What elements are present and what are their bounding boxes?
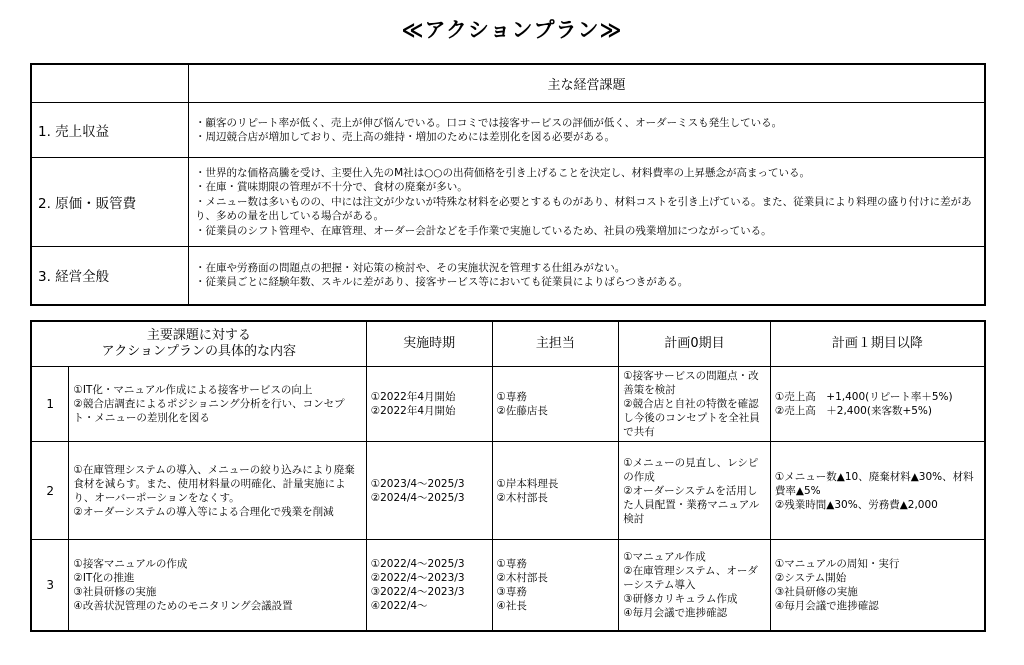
plan-line: ①2022年4月開始 (370, 391, 456, 403)
plan-line: ②売上高 ＋2,400(来客数+5%) (774, 405, 932, 417)
plan-line: ①接客マニュアルの作成 (73, 557, 188, 570)
plan-line: ②2022/4～2023/3 (370, 571, 465, 584)
plan-line: ①売上高 +1,400(リピート率＋5%) (774, 391, 953, 403)
plan-line: ①メニューの見直し、レシピの作成 (623, 456, 759, 483)
plan-line: ②残業時間▲30%、労務費▲2,000 (774, 498, 938, 511)
plan-line: ④2022/4～ (370, 599, 428, 612)
header-year1: 計画１期目以降 (770, 321, 985, 367)
issues-table-header: 主な経営課題 (189, 64, 986, 103)
plan-owner (492, 367, 619, 442)
plan-line: ②競合店調査によるポジショニング分析を行い、コンセプト・メニューの差別化を図る (73, 398, 345, 424)
header-content-line: 主要課題に対する (146, 328, 251, 343)
plan-line: ②在庫管理システム、オーダーシステム導入 (623, 564, 758, 591)
plan-line: ②オーダーシステムを活用した人員配置・業務マニュアル検討 (623, 484, 760, 525)
issue-category: 1. 売上収益 (31, 103, 189, 158)
plan-line: ①在庫管理システムの導入、メニューの絞り込みにより廃棄食材を減らす。また、使用材料量の明確化、計量実施により、オーバーポーションをなくす。 (73, 463, 355, 504)
plan-period (366, 367, 492, 442)
plan-line: ③社員研修の実施 (774, 585, 858, 598)
plan-period (366, 442, 492, 540)
action-plan-table (30, 320, 986, 632)
issue-line: ・メニュー数は多いものの、中には注文が少ないが特殊な材料を必要とするものがあり、材料コストを引き上げている。また、従業員により料理の盛り付けに差があり、多めの量を出している場合がある。 (195, 195, 972, 223)
plan-period (366, 540, 492, 631)
issue-line: ・世界的な価格高騰を受け、主要仕入先のM社は○○の出荷価格を引き上げることを決定し、材料費率の上昇懸念が高まっている。 (195, 166, 810, 179)
plan-line: ④毎月会議で進捗確認 (623, 606, 728, 619)
row-number: 3 (31, 540, 69, 631)
plan-year0 (619, 442, 771, 540)
header-year0: 計画0期目 (619, 321, 771, 367)
plan-line: ①IT化・マニュアル作成による接客サービスの向上 (73, 384, 313, 396)
plan-line: ③研修カリキュラム作成 (623, 592, 738, 605)
issue-line: ・顧客のリピート率が低く、売上が伸び悩んでいる。口コミでは接客サービスの評価が低く、オーダーミスも発生している。 (195, 116, 783, 129)
issue-line: ・従業員ごとに経験年数、スキルに差があり、接客サービス等においても従業員によりばらつきがある。 (195, 276, 689, 289)
plan-line: ②2024/4～2025/3 (370, 491, 465, 504)
issue-line: ・周辺競合店が増加しており、売上高の維持・増加のためには差別化を図る必要がある。 (195, 131, 615, 143)
plan-line: ①専務 (496, 391, 527, 403)
plan-line: ②競合店と自社の特徴を確認し今後のコンセプトを全社員で共有 (623, 398, 760, 438)
plan-line: ②佐藤店長 (496, 405, 548, 417)
plan-line: ①メニュー数▲10、廃棄材料▲30%、材料費率▲5% (774, 470, 974, 497)
plan-line: ②木村部長 (496, 571, 548, 584)
plan-line: ②オーダーシステムの導入等による合理化で残業を削減 (73, 505, 334, 518)
plan-content (69, 367, 366, 442)
plan-line: ②木村部長 (496, 491, 548, 504)
plan-content (69, 442, 366, 540)
plan-line: ②IT化の推進 (73, 571, 135, 584)
plan-year0 (619, 540, 771, 631)
issue-description (189, 247, 986, 305)
plan-year0 (619, 367, 771, 442)
plan-line: ③専務 (496, 585, 527, 598)
plan-line: ④毎月会議で進捗確認 (774, 599, 879, 612)
plan-line: ②2022年4月開始 (370, 405, 456, 417)
header-owner: 主担当 (492, 321, 619, 367)
header-content (31, 321, 366, 367)
page-title: ≪アクションプラン≫ (401, 18, 623, 42)
plan-line: ①マニュアルの周知・実行 (774, 557, 900, 570)
header-content-line: アクションプランの具体的な内容 (101, 344, 297, 359)
issue-line: ・在庫・賞味期限の管理が不十分で、食材の廃棄が多い。 (195, 181, 468, 194)
plan-line: ①専務 (496, 557, 527, 570)
plan-line: ③社員研修の実施 (73, 585, 157, 598)
issue-category: 2. 原価・販管費 (31, 158, 189, 247)
plan-year1 (770, 540, 985, 631)
plan-line: ④社長 (496, 599, 527, 612)
plan-owner (492, 442, 619, 540)
row-number: 2 (31, 442, 69, 540)
plan-line: ③2022/4～2023/3 (370, 585, 465, 598)
plan-line: ①マニュアル作成 (623, 550, 706, 563)
row-number: 1 (31, 367, 69, 442)
plan-year1 (770, 367, 985, 442)
plan-line: ①2023/4～2025/3 (370, 477, 465, 490)
plan-content (69, 540, 366, 631)
header-period: 実施時期 (366, 321, 492, 367)
plan-year1 (770, 442, 985, 540)
issue-category: 3. 経営全般 (31, 247, 189, 305)
issues-table-corner (31, 64, 189, 103)
plan-line: ①接客サービスの問題点・改善策を検討 (623, 370, 759, 396)
plan-line: ④改善状況管理のためのモニタリング会議設置 (73, 599, 293, 612)
issue-line: ・従業員のシフト管理や、在庫管理、オーダー会計などを手作業で実施しているため、社員の残業増加につながっている。 (195, 224, 772, 237)
issue-description (189, 103, 986, 158)
plan-owner (492, 540, 619, 631)
issue-description (189, 158, 986, 247)
issue-line: ・在庫や労務面の問題点の把握・対応策の検討や、その実施状況を管理する仕組みがない。 (195, 261, 626, 274)
plan-line: ②システム開始 (774, 571, 847, 584)
plan-line: ①2022/4～2025/3 (370, 557, 465, 570)
plan-line: ①岸本料理長 (496, 477, 559, 490)
issues-table (30, 63, 986, 306)
